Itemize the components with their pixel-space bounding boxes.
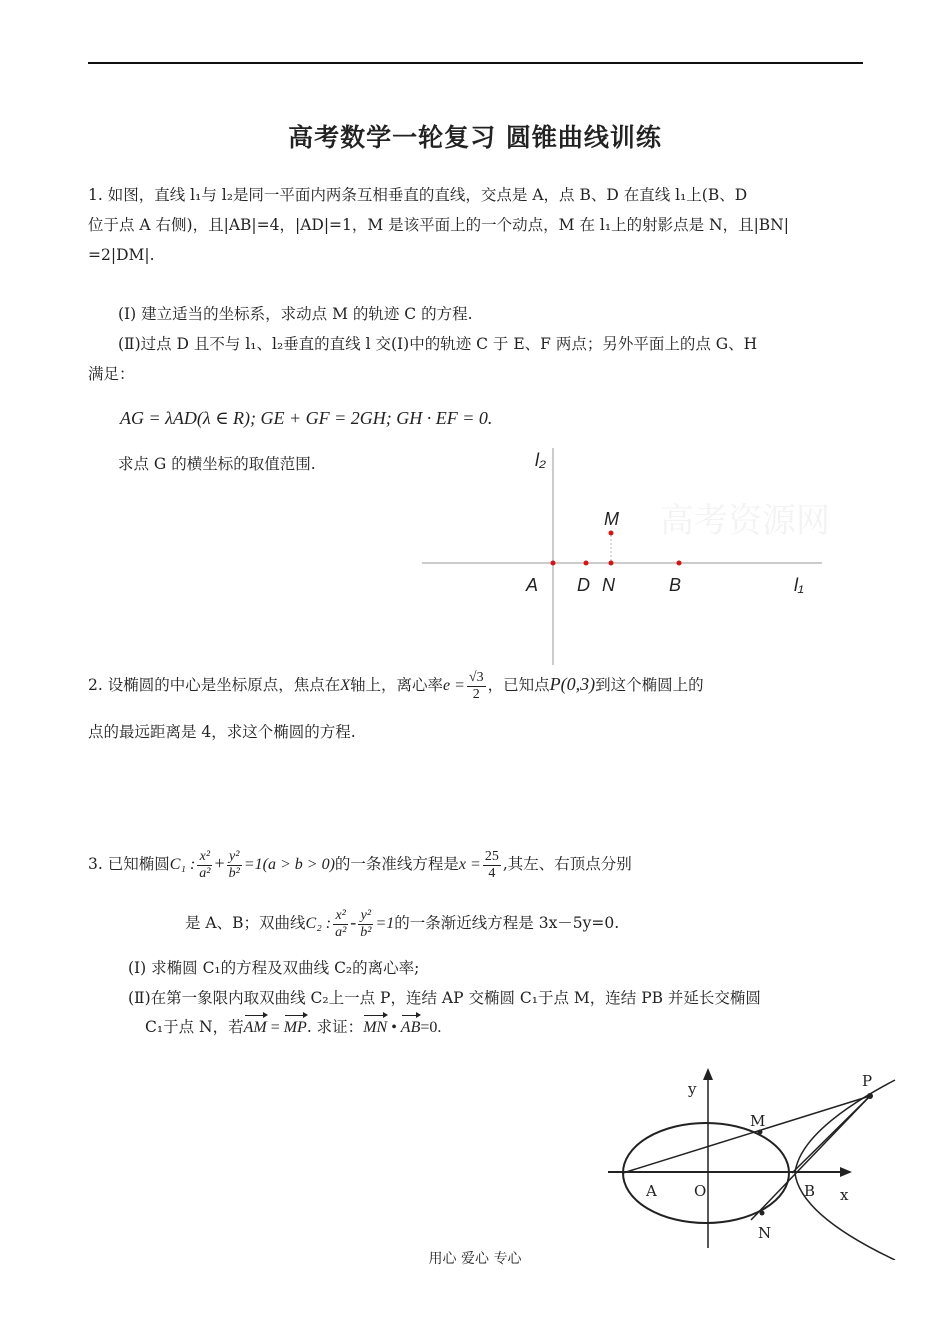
q3-frac-x [197,849,212,882]
q3-zero: =0. [420,1019,442,1036]
y-axis-arrow [703,1068,713,1080]
q3-n25: 25 [484,848,499,864]
q3-part2-lead: C₁于点 N，若 [145,1018,244,1036]
label-m: M [750,1112,766,1130]
q3-b2b: b² [360,924,372,940]
label-a: A [646,1182,657,1200]
q3-xeq: x = [458,856,481,873]
q2-e: e = [443,677,465,694]
q3-mid: 的一条准线方程是 [334,855,459,873]
vec-ab: AB [400,1019,421,1036]
q1-ask: 求点 G 的横坐标的取值范围. [118,455,316,473]
q1-figure [420,440,840,670]
q2-tail: 到这个椭圆上的 [595,676,704,694]
q2-axis: X [340,677,350,694]
q2-e-den: 2 [472,686,480,702]
q3-dot: • [391,1019,397,1036]
q3-figure [600,1060,910,1260]
label-x: x [840,1186,849,1204]
q3-x2: x² [197,849,212,866]
q2-mid: 轴上，离心率 [350,676,444,694]
q3-lead: 3. 已知椭圆 [88,855,170,873]
q3-line2-lead: 是 A、B；双曲线 [185,914,306,932]
q1-line2: 位于点 A 右侧)，且|AB|=4，|AD|=1，M 是该平面上的一个动点，M 在 l₁上的射影点是 N，且|BN| [88,216,789,234]
header-rule [88,62,863,64]
label-y: y [688,1080,697,1098]
label-n: N [602,575,615,595]
q3-line2 [185,902,619,944]
q2-line2: 点的最远距离是 4，求这个椭圆的方程. [88,723,356,741]
q3-y2: y² [227,849,242,866]
point-d [584,561,589,566]
q1-part1: (Ⅰ) 建立适当的坐标系，求动点 M 的轨迹 C 的方程. [118,305,473,323]
label-a: A [526,575,539,595]
x-axis-arrow [840,1167,852,1177]
point-p [867,1093,873,1099]
q3-frac-x2 [333,908,348,941]
q3-d4: 4 [488,865,496,881]
page-title: 高考数学一轮复习 圆锥曲线训练 [288,123,662,152]
q2-e-fraction [467,670,486,703]
q3-a2b: a² [335,924,347,940]
q3-line1: 3. 已知椭圆C₁ : $\frac{\text{x²}}{\text{a²}}$ + $\frac{\text{y²}}{\text{b²}}$ =1(a > b > 0)的一条准线方程是x = $\frac{25}{4}$ ,其左、右顶点分别 [88,848,632,881]
q3-equals: = [270,1019,280,1036]
q3-line2-tail: 的一条渐近线方程是 3x－5y=0. [394,914,620,932]
q3-y2b: y² [358,908,373,925]
q1-part2-line1: (Ⅱ)过点 D 且不与 l₁、l₂垂直的直线 l 交(Ⅰ)中的轨迹 C 于 E、F 两点；另外平面上的点 G、H [118,335,758,353]
point-a [551,561,556,566]
label-d: D [577,575,590,595]
point-m [758,1130,763,1135]
point-b [677,561,682,566]
vec-am: AM [243,1019,267,1036]
q3-b2: b² [228,865,240,881]
q1-formula: AG = λAD(λ ∈ R); GE + GF = 2GH; GH · EF = 0. [120,408,493,428]
q3-x2b: x² [333,908,348,925]
q3-part2-line2 [145,1017,441,1038]
q1-line1: 1. 如图，直线 l₁与 l₂是同一平面内两条互相垂直的直线，交点是 A，点 B、D 在直线 l₁上(B、D [88,186,748,204]
q1-line3: =2|DM|. [88,246,155,264]
vec-mn: MN [363,1019,388,1036]
q3-frac-25-4 [483,849,501,882]
point-n [609,561,614,566]
q3-eq2-tail: =1 [375,915,395,932]
q2-lead: 2. 设椭圆的中心是坐标原点，焦点在 [88,676,341,694]
point-n [760,1211,765,1216]
vec-mp: MP [283,1019,307,1036]
label-b: B [669,575,682,595]
q3-c2: C₂ : [305,915,332,932]
label-n: N [758,1224,772,1242]
watermark: 高考资源网 [660,503,830,540]
label-p: P [862,1072,873,1090]
page-footer: 用心 爱心 专心 [428,1251,522,1267]
label-b: B [804,1182,816,1200]
q1-part2-line2: 满足： [88,365,135,383]
q3-a2: a² [199,865,211,881]
q2-mid2: ，已知点 [487,676,550,694]
label-l1: l₁ [794,575,804,595]
q3-part2-mid: . 求证： [306,1018,364,1036]
q3-tail: ,其左、右顶点分别 [502,855,632,873]
q3-frac-y [227,849,242,882]
q2-e-num: √3 [468,669,484,685]
q2-line1 [88,664,704,706]
q3-frac-y2 [358,908,373,941]
label-m: M [604,509,619,529]
q3-minus: - [350,912,357,932]
point-m [609,531,614,536]
q3-eq1-tail: =1(a > b > 0) [243,856,335,873]
label-l2: l₂ [535,450,546,470]
q2-point: P(0,3) [549,674,596,694]
q3-c1: C₁ : [169,856,196,873]
q3-part2-line1: (Ⅱ)在第一象限内取双曲线 C₂上一点 P，连结 AP 交椭圆 C₁于点 M，连结 PB 并延长交椭圆 [128,989,761,1007]
label-o: O [694,1182,707,1200]
q3-part1: (Ⅰ) 求椭圆 C₁的方程及双曲线 C₂的离心率; [128,959,420,977]
